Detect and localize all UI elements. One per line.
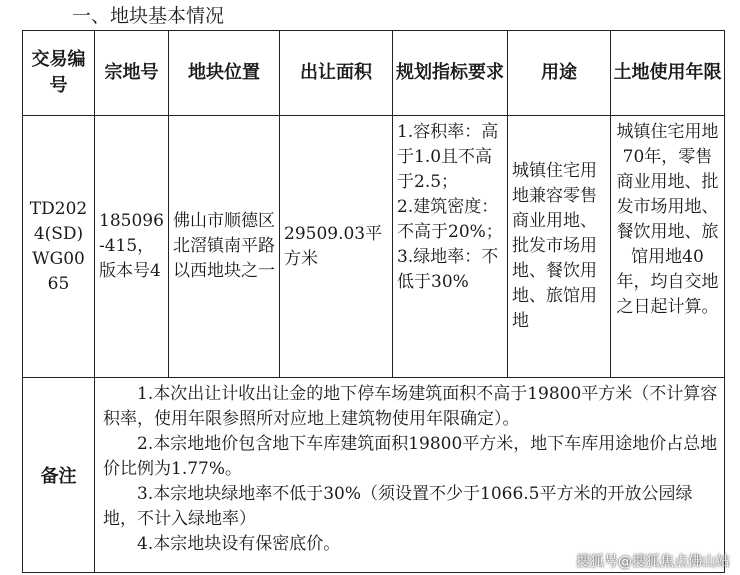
watermark: 搜狐号@搜狐焦点佛山站 xyxy=(576,554,730,570)
cell-area: 29509.03平方米 xyxy=(280,116,393,378)
section-title: 一、地块基本情况 xyxy=(72,5,225,27)
cell-planning: 1.容积率：高于1.0且不高于2.5； 2.建筑密度：不高于20%； 3.绿地率：不低于30% xyxy=(393,116,508,378)
cell-term: 城镇住宅用地70年，零售商业用地、批发市场用地、餐饮用地、旅馆用地40年，均自交地之日起计算。 xyxy=(611,116,725,378)
remark-item: 4.本宗地块设有保密底价。 xyxy=(137,534,341,554)
header-area: 出让面积 xyxy=(280,31,393,116)
table-row xyxy=(23,116,725,378)
remarks-row xyxy=(23,378,725,573)
remark-item: 1.本次出让计收出让金的地下停车场建筑面积不高于19800平方米（不计算容积率，使用年限参照所对应地上建筑物使用年限确定）。 xyxy=(103,384,718,429)
remarks-label: 备注 xyxy=(23,378,95,573)
cell-usage: 城镇住宅用地兼容零售商业用地、批发市场用地、餐饮用地、旅馆用地 xyxy=(508,116,611,378)
header-trade-no: 交易编号 xyxy=(23,31,95,116)
land-info-table xyxy=(22,30,725,573)
remarks-content xyxy=(95,378,725,573)
remark-item: 3.本宗地块绿地率不低于30%（须设置不少于1066.5平方米的开放公园绿地，不计入绿地率） xyxy=(103,484,693,529)
header-parcel-no: 宗地号 xyxy=(95,31,169,116)
header-usage: 用途 xyxy=(508,31,611,116)
cell-trade-no: TD2024(SD)WG0065 xyxy=(23,116,95,378)
remark-item: 2.本宗地地价包含地下车库建筑面积19800平方米，地下车库用途地价占总地价比例为1.77%。 xyxy=(103,434,718,479)
header-location: 地块位置 xyxy=(169,31,280,116)
table-header-row xyxy=(23,31,725,116)
header-term: 土地使用年限 xyxy=(611,31,725,116)
header-planning: 规划指标要求 xyxy=(393,31,508,116)
cell-parcel-no: 185096-415，版本号4 xyxy=(95,116,169,378)
cell-location: 佛山市顺德区北滘镇南平路以西地块之一 xyxy=(169,116,280,378)
